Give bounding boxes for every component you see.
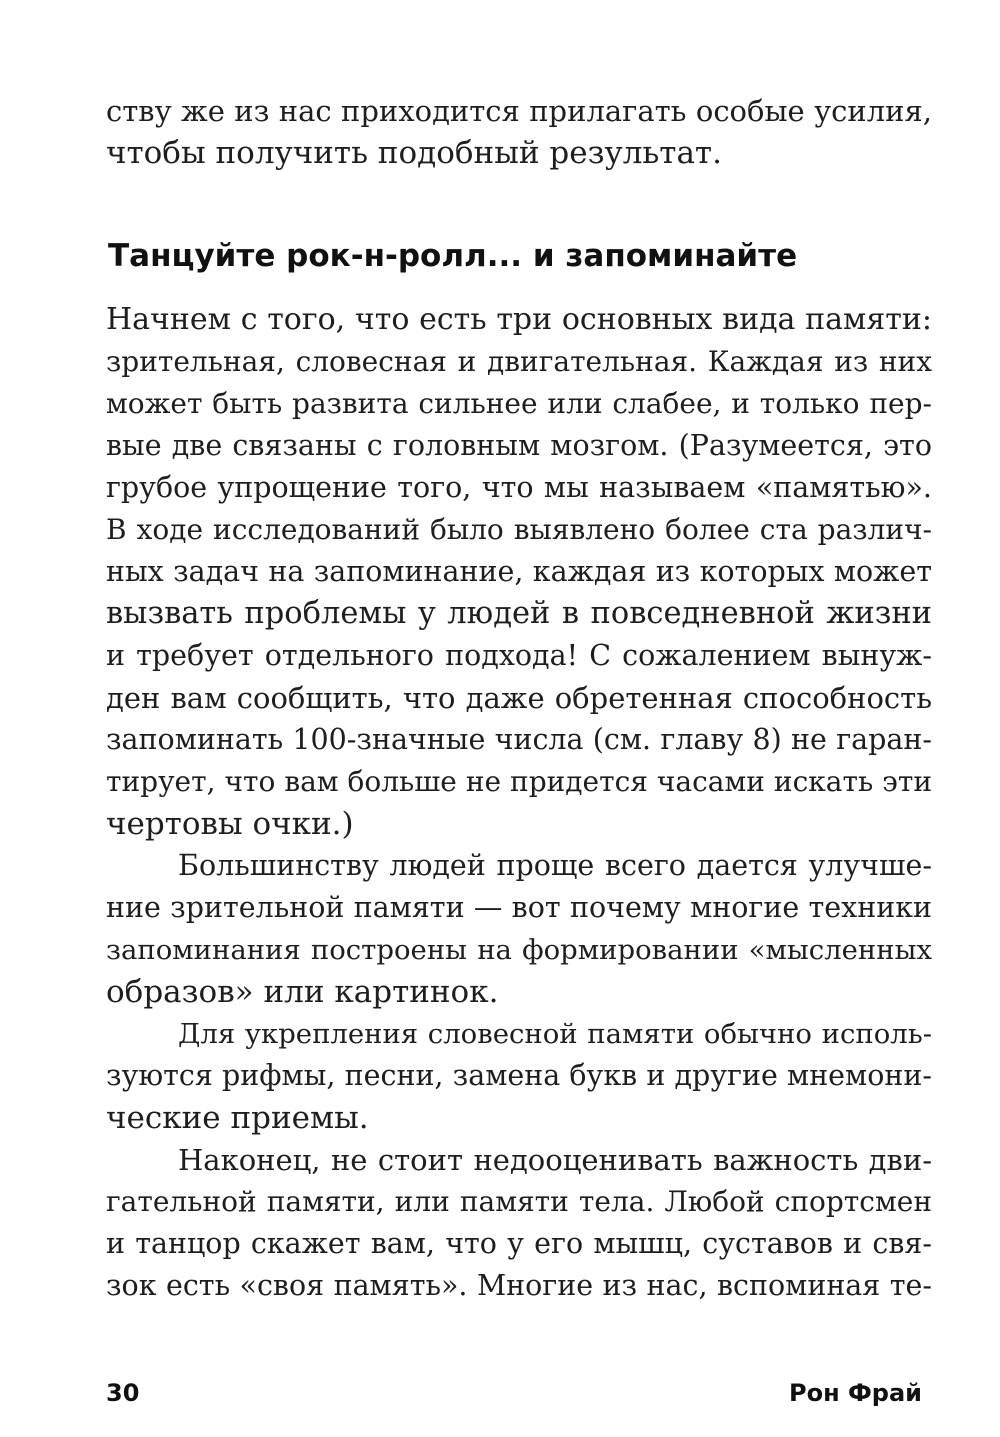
- paragraph-1-line: вызвать проблемы у людей в повседневной жизни: [106, 596, 932, 631]
- paragraph-3-line: Для укрепления словесной памяти обычно исполь-: [178, 1018, 932, 1050]
- running-author: Рон Фрай: [788, 1379, 922, 1407]
- paragraph-2-line: образов» или картинок.: [106, 974, 499, 1010]
- paragraph-3-line: зуются рифмы, песни, замена букв и другие мнемони-: [106, 1059, 932, 1092]
- intro-line: чтобы получить подобный результат.: [106, 135, 722, 171]
- paragraph-1-line: ных задач на запоминание, каждая из которых может: [106, 555, 932, 588]
- paragraph-1-line: ден вам сообщить, что даже обретенная способность: [106, 681, 932, 715]
- paragraph-1-line: и требует отдельного подхода! С сожалением вынуж-: [106, 639, 932, 672]
- section-heading: Танцуйте рок-н-ролл... и запоминайте: [108, 238, 798, 274]
- paragraph-2-line: запоминания построены на формировании «мысленных: [106, 934, 932, 966]
- paragraph-1-line: чертовы очки.): [106, 806, 354, 842]
- paragraph-1-line: тирует, что вам больше не придется часами искать эти: [106, 765, 932, 798]
- paragraph-4-line: Наконец, не стоит недооценивать важность дви-: [178, 1143, 932, 1177]
- page-number: 30: [106, 1379, 140, 1407]
- paragraph-1-line: зрительная, словесная и двигательная. Каждая из них: [106, 345, 932, 378]
- paragraph-4-line: и танцор скажет вам, что у его мышц, суставов и свя-: [106, 1227, 932, 1260]
- paragraph-1-line: Начнем с того, что есть три основных вида памяти:: [106, 302, 932, 337]
- paragraph-2-line: Большинству людей проще всего дается улучше-: [178, 849, 932, 882]
- paragraph-4-line: зок есть «своя память». Многие из нас, вспоминая те-: [106, 1269, 932, 1302]
- paragraph-1-line: грубое упрощение того, что мы называем «памятью».: [106, 471, 932, 504]
- intro-line: ству же из нас приходится прилагать особые усилия,: [106, 94, 932, 128]
- paragraph-2-line: ние зрительной памяти — вот почему многие техники: [106, 891, 932, 924]
- paragraph-1-line: запоминать 100-значные числа (см. главу 8) не гаран-: [106, 723, 932, 756]
- paragraph-4-line: гательной памяти, или памяти тела. Любой спортсмен: [106, 1185, 932, 1218]
- paragraph-1-line: В ходе исследований было выявлено более ста различ-: [106, 513, 932, 546]
- paragraph-3-line: ческие приемы.: [106, 1100, 369, 1136]
- paragraph-1-line: вые две связаны с головным мозгом. (Разумеется, это: [106, 429, 932, 462]
- paragraph-1-line: может быть развита сильнее или слабее, и только пер-: [106, 387, 932, 420]
